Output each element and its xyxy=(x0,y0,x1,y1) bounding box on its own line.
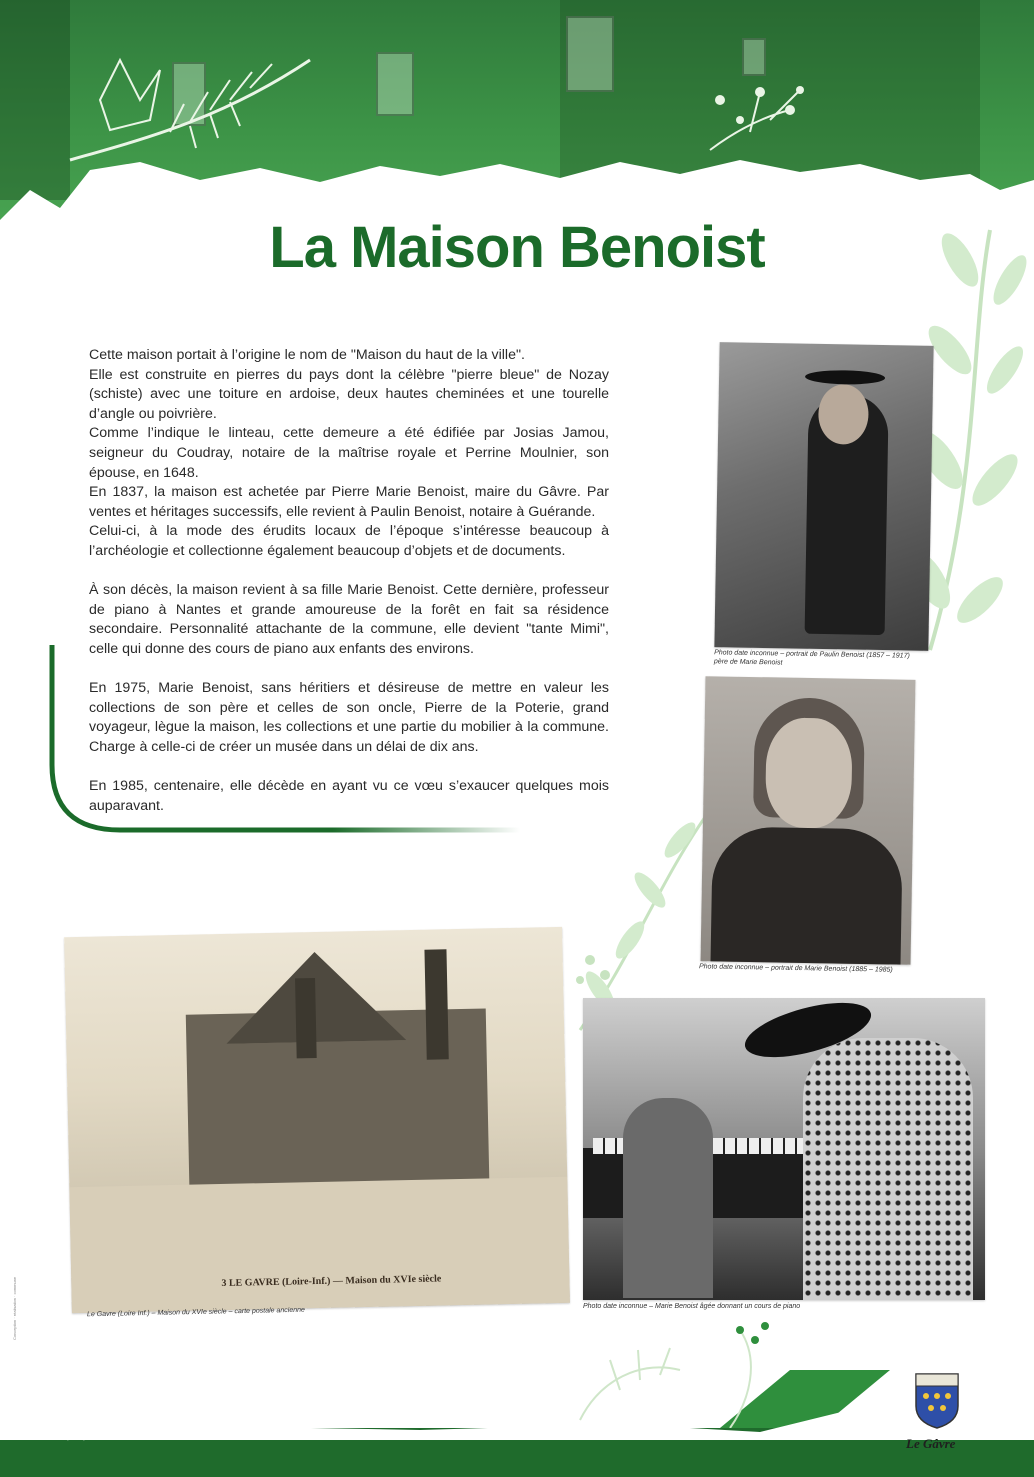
town-name: Le Gâvre xyxy=(906,1436,956,1451)
text-line: En 1837, la maison est achetée par Pierre Marie Benoist, maire du Gâvre. Par ventes et héritages successifs, elle revient à Paulin Benoist, notaire à Guérande. xyxy=(89,484,609,520)
berry-branch-icon xyxy=(700,80,820,160)
footer-torn-edge xyxy=(0,1400,1034,1440)
text-line: En 1975, Marie Benoist, sans héritiers et désireuse de mettre en valeur les collections de son père et celles de son oncle, Pierre de la Poterie, grand voyageur, lègue la maison, les collections et une partie du mobilier à la commune. Charge à celle-ci de créer un musée dans un délai de dix ans. xyxy=(89,680,609,755)
caption-piano: Photo date inconnue – Marie Benoist âgée donnant un cours de piano xyxy=(583,1303,801,1310)
caption-paulin xyxy=(714,648,910,669)
header-window xyxy=(742,38,766,76)
side-credit: Conception · réalisation · commune xyxy=(12,1276,17,1340)
photo-marie-benoist xyxy=(701,676,916,965)
page-title: La Maison Benoist xyxy=(269,215,765,280)
text-line: Comme l’indique le linteau, cette demeure a été édifiée par Josias Jamou, seigneur du Coudray, notaire de la maîtrise royale et Perrine Moulnier, son épouse, en 1648. xyxy=(89,425,609,481)
portrait-face xyxy=(765,717,853,828)
text-line: En 1985, centenaire, elle décède en ayant vu ce vœu s’exaucer quelques mois auparavant. xyxy=(89,778,609,814)
text-line: Celui-ci, à la mode des érudits locaux de l’époque s’intéresse beaucoup à l’archéologie et collectionne également beaucoup d’objets et de documents. xyxy=(89,523,609,559)
text-line: À son décès, la maison revient à sa fille Marie Benoist. Cette dernière, professeur de piano à Nantes et grande amoureuse de la forêt en fait sa résidence secondaire. Personnalité attachante de la commune, elle devient "tante Mimi", celle qui donne des cours de piano aux enfants des environs. xyxy=(89,582,609,657)
caption-line: Photo date inconnue – portrait de Paulin Benoist (1857 – 1917) xyxy=(714,649,910,660)
header-window xyxy=(566,16,614,92)
child-figure xyxy=(623,1098,713,1298)
photo-piano-lesson xyxy=(583,998,985,1300)
header-window xyxy=(376,52,414,116)
teacher-figure xyxy=(803,1038,973,1300)
text-line: Cette maison portait à l’origine le nom de "Maison du haut de la ville". xyxy=(89,347,525,363)
postcard-chimney xyxy=(295,978,317,1058)
text-line: Elle est construite en pierres du pays dont la célèbre "pierre bleue" de Nozay (schiste) avec une toiture en ardoise, deux hautes cheminées et une tourelle d’angle ou poivrière. xyxy=(89,366,609,422)
paragraph-history xyxy=(89,346,609,562)
postcard-label: 3 LE GAVRE (Loire-Inf.) — Maison du XVIe siècle xyxy=(221,1273,442,1290)
caption-postcard: Le Gavre (Loire Inf.) – Maison du XVIe siècle – carte postale ancienne xyxy=(86,1306,305,1319)
hat-icon xyxy=(805,370,885,385)
text-bracket-decoration xyxy=(40,645,520,835)
caption-line: père de Marie Benoist xyxy=(713,658,783,667)
photo-postcard-maison xyxy=(64,927,570,1313)
caption-marie: Photo date inconnue – portrait de Marie Benoist (1885 – 1985) xyxy=(698,963,893,974)
footer-note: Avec l’aimable participation de tous les bénévoles. xyxy=(27,1435,161,1441)
portrait-dress xyxy=(710,826,902,964)
postcard-road xyxy=(69,1177,570,1313)
photo-paulin-benoist xyxy=(714,342,933,651)
coat-of-arms-icon xyxy=(914,1372,960,1430)
postcard-chimney xyxy=(424,949,448,1059)
